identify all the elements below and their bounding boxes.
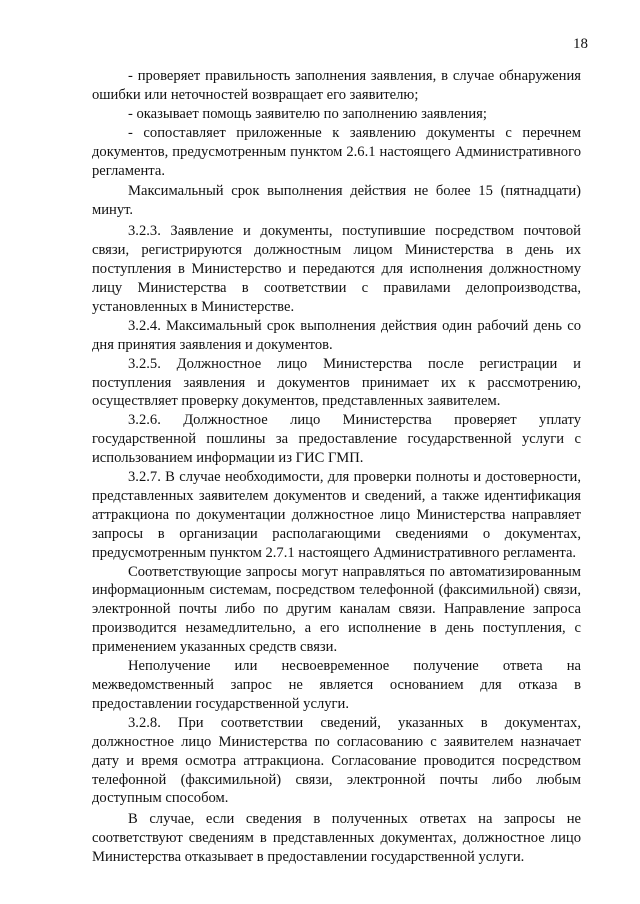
paragraph: 3.2.5. Должностное лицо Министерства после регистрации и поступления заявления и документов принимает их к рассмотрению, осуществляет проверку документов, представленных заявителем. [92,355,581,410]
paragraph: 3.2.6. Должностное лицо Министерства проверяет уплату государственной пошлины за предоставление государственной услуги с использованием информации из ГИС ГМП. [92,412,581,467]
paragraph: 3.2.7. В случае необходимости, для проверки полноты и достоверности, представленных заявителем документов и сведений, а также идентификация аттракциона по документации должностное лицо Министерства направляет запросы в организации располагающими сведениями о документах, предусмотренным пунктом 2.7.1 настоящего Административного регламента. [92,469,581,561]
document-body [92,67,581,867]
paragraph: В случае, если сведения в полученных ответах на запросы не соответствуют сведениям в представленных документах, должностное лицо Министерства отказывает в предоставлении государственной услуги. [92,811,581,866]
paragraph: 3.2.8. При соответствии сведений, указанных в документах, должностное лицо Министерства по согласованию с заявителем назначает дату и время осмотра аттракциона. Согласование проводится посредством телефонной (факсимильной) связи, электронной почты либо любым доступным способом. [92,714,581,807]
paragraph: - проверяет правильность заполнения заявления, в случае обнаружения ошибки или неточностей возвращает его заявителю; [92,68,581,103]
paragraph: - сопоставляет приложенные к заявлению документы с перечнем документов, предусмотренным пунктом 2.6.1 настоящего Административного регламента. [92,124,581,179]
paragraph: 3.2.4. Максимальный срок выполнения действия один рабочий день со дня принятия заявления и документов. [92,317,581,353]
paragraph: - оказывает помощь заявителю по заполнению заявления; [128,105,487,122]
paragraph: Соответствующие запросы могут направляться по автоматизированным информационным системам, посредством телефонной (факсимильной) связи, электронной почты либо по другим каналам связи. Направление запроса производится незамедлительно, а его исполнение в день поступления, с применением указанных средств связи. [92,563,581,656]
page-number: 18 [573,36,588,52]
paragraph: Неполучение или несвоевременное получение ответа на межведомственный запрос не является основанием для отказа в предоставлении государственной услуги. [92,658,581,712]
paragraph: Максимальный срок выполнения действия не более 15 (пятнадцати) минут. [92,183,581,219]
paragraph: 3.2.3. Заявление и документы, поступившие посредством почтовой связи, регистрируются должностным лицом Министерства в день их поступления в Министерство и передаются для исполнения должностному лицу Министерства в соответствии с правилами делопроизводства, установленных в Министерстве. [92,223,581,315]
